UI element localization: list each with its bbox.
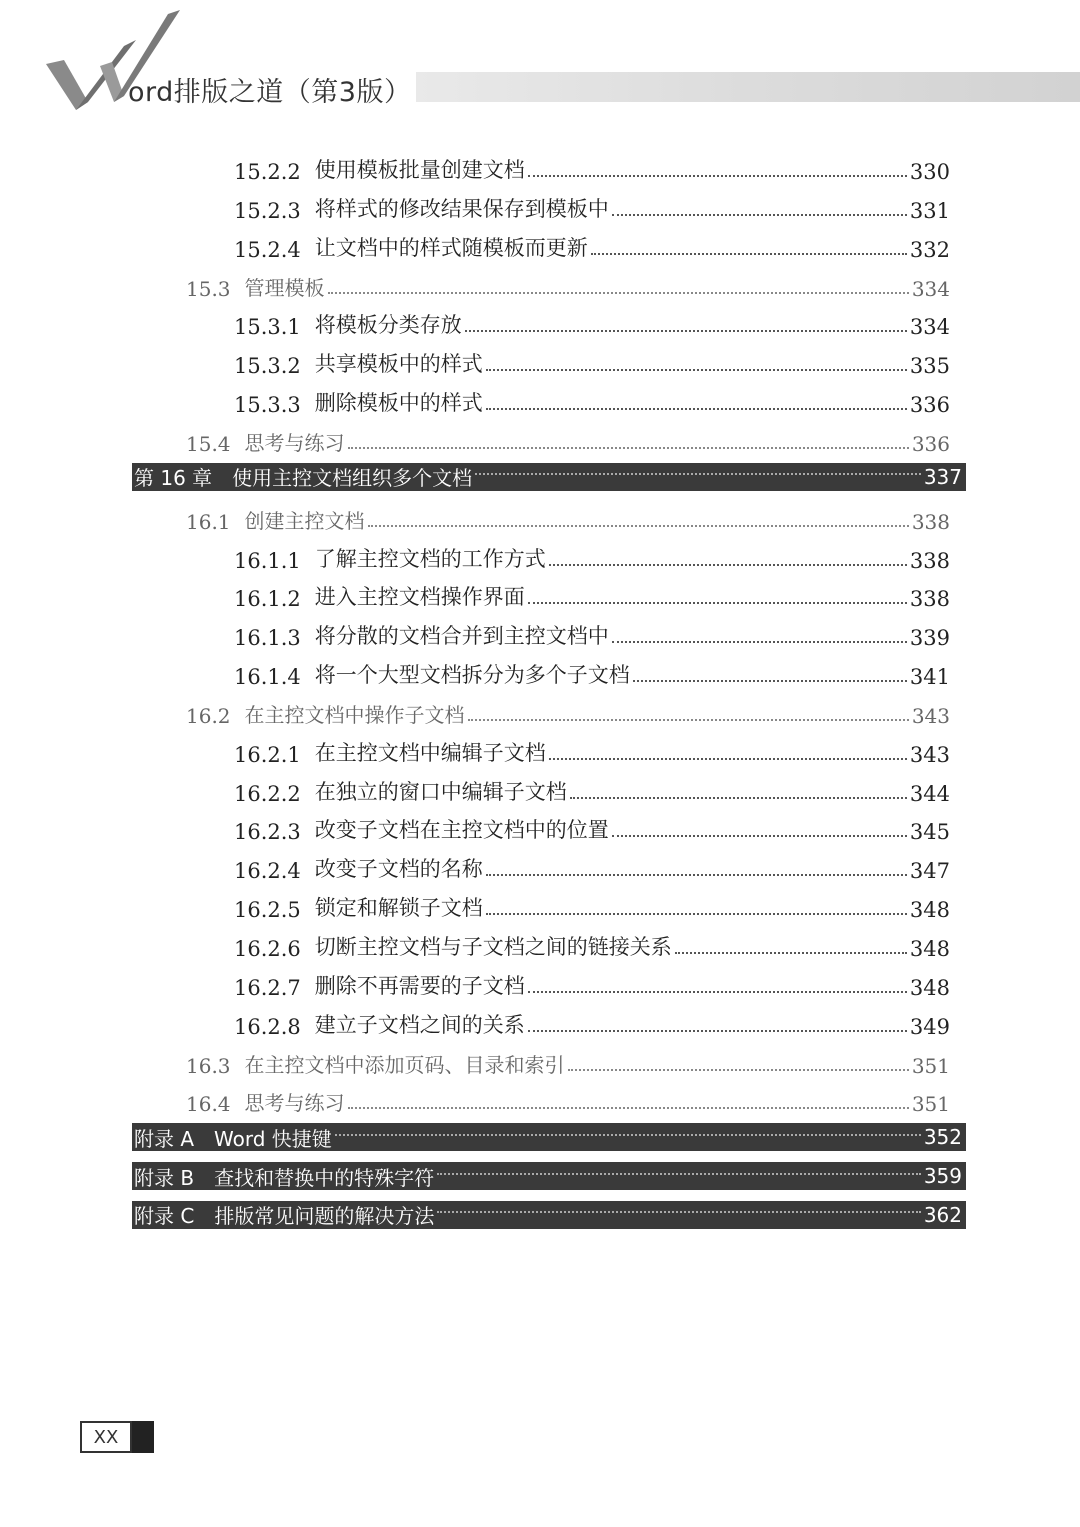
dot-leader	[475, 472, 921, 475]
toc-entry-number: 附录 C	[134, 1204, 195, 1229]
toc-entry-page: 336	[911, 431, 950, 456]
toc-entry-page: 339	[909, 626, 950, 651]
dot-leader	[348, 1106, 909, 1109]
toc-entry-title: 将样式的修改结果保存到模板中	[314, 196, 609, 221]
toc-entry-page: 341	[909, 665, 950, 690]
dot-leader	[465, 329, 907, 332]
dot-leader	[368, 524, 909, 527]
toc-entry-title: 使用模板批量创建文档	[314, 158, 525, 182]
toc-entry-page: 334	[911, 276, 950, 301]
toc-entry-section	[186, 690, 950, 728]
dot-leader	[437, 1210, 920, 1213]
toc-entry-sub	[234, 224, 950, 262]
toc-entry-title: 排版常见问题的解决方法	[214, 1204, 435, 1229]
toc-entry-page: 344	[909, 781, 950, 806]
toc-entry-number: 16.3	[186, 1053, 231, 1078]
toc-entry-number: 16.1	[186, 509, 231, 534]
toc-entry-title: 删除不再需要的子文档	[314, 973, 525, 998]
page-number: XX	[80, 1421, 132, 1453]
toc-entry-page: 331	[909, 198, 950, 223]
toc-entry-number: 16.2.2	[234, 781, 301, 806]
toc-entry-number: 15.4	[186, 431, 231, 456]
dot-leader	[468, 718, 909, 721]
toc-entry-page: 349	[909, 1014, 950, 1039]
toc-entry-page: 345	[909, 820, 950, 845]
toc-entry-title: 共享模板中的样式	[314, 352, 483, 377]
toc-entry-title: 让文档中的样式随模板而更新	[314, 235, 588, 260]
toc-entry-page: 343	[911, 703, 950, 728]
toc-entry-sub	[234, 379, 950, 417]
toc-entry-page: 348	[909, 937, 950, 961]
toc-entry-number: 16.2.1	[234, 742, 301, 767]
page-number-tab	[132, 1421, 154, 1453]
dot-leader	[528, 1029, 907, 1032]
toc-entry-title: 在主控文档中编辑子文档	[314, 740, 546, 765]
toc-entry-page: 348	[909, 975, 950, 1000]
dot-leader	[348, 446, 909, 449]
dot-leader	[549, 757, 907, 760]
toc-entry-page: 338	[909, 548, 950, 573]
dot-leader	[528, 601, 907, 604]
toc-entry-title: Word 快捷键	[214, 1126, 332, 1151]
toc-entry-section	[186, 1040, 950, 1078]
toc-entry-number: 16.2.4	[234, 859, 301, 884]
toc-entry-page: 335	[909, 354, 950, 379]
toc-entry-sub	[234, 962, 950, 1000]
toc-entry-sub	[234, 301, 950, 339]
toc-entry-number: 15.3	[186, 276, 231, 301]
toc-entry-number: 16.2.7	[234, 975, 301, 1000]
toc-entry-number: 15.2.4	[234, 237, 301, 262]
dot-leader	[486, 407, 907, 410]
toc-entry-number: 15.2.2	[234, 160, 301, 184]
dot-leader	[328, 291, 909, 294]
toc-entry-title: 将分散的文档合并到主控文档中	[314, 624, 609, 649]
toc-entry-number: 16.1.2	[234, 587, 301, 612]
toc-entry-number: 15.3.2	[234, 354, 301, 379]
toc-entry-page: 351	[911, 1092, 950, 1117]
toc-entry-sub	[234, 845, 950, 883]
toc-entry-page: 337	[923, 464, 962, 489]
toc-entry-chapter	[132, 463, 966, 491]
toc-entry-chapter	[132, 1123, 966, 1151]
toc-entry-number: 16.2.8	[234, 1014, 301, 1039]
dot-leader	[570, 796, 907, 799]
toc-entry-title: 思考与练习	[244, 430, 345, 455]
page-header	[0, 0, 1080, 130]
dot-leader	[591, 252, 907, 255]
dot-leader	[486, 368, 907, 371]
toc-entry-title: 锁定和解锁子文档	[314, 896, 483, 921]
toc-entry-page: 338	[909, 587, 950, 612]
toc-entry-section	[186, 263, 950, 301]
toc-entry-page: 347	[909, 859, 950, 884]
toc-entry-sub	[234, 340, 950, 378]
dot-leader	[675, 951, 907, 954]
toc-entry-sub	[234, 806, 950, 844]
dot-leader	[437, 1172, 921, 1175]
toc-entry-title: 进入主控文档操作界面	[314, 585, 525, 610]
toc-entry-page: 352	[923, 1125, 962, 1150]
toc-entry-page: 332	[909, 237, 950, 262]
toc-entry-title: 删除模板中的样式	[314, 391, 483, 416]
toc-entry-title: 将模板分类存放	[314, 313, 462, 338]
toc-entry-page: 362	[923, 1202, 962, 1227]
toc-entry-number: 15.3.1	[234, 315, 301, 340]
toc-entry-title: 了解主控文档的工作方式	[314, 546, 546, 571]
toc-entry-page: 330	[909, 160, 950, 184]
toc-entry-sub	[234, 729, 950, 767]
toc-entry-number: 15.3.3	[234, 393, 301, 418]
toc-entry-number: 第 16 章	[134, 466, 213, 491]
toc-entry-number: 16.2.5	[234, 898, 301, 923]
toc-entry-title: 使用主控文档组织多个文档	[232, 466, 473, 491]
toc-entry-title: 建立子文档之间的关系	[314, 1012, 525, 1037]
toc-entry-number: 15.2.3	[234, 198, 301, 223]
toc-entry-page: 338	[911, 509, 950, 534]
toc-entry-sub	[234, 612, 950, 650]
dot-leader	[528, 174, 907, 177]
toc-entry-number: 16.2.3	[234, 820, 301, 845]
toc-entry-number: 16.2	[186, 703, 231, 728]
dot-leader	[612, 213, 907, 216]
toc-entry-number: 16.1.1	[234, 548, 301, 573]
toc-entry-title: 改变子文档在主控文档中的位置	[314, 818, 609, 843]
dot-leader	[549, 563, 907, 566]
toc-entry-title: 思考与练习	[244, 1091, 345, 1116]
toc-entry-page: 348	[909, 898, 950, 923]
toc-entry-page: 334	[909, 315, 950, 340]
toc-entry-number: 16.2.6	[234, 937, 301, 961]
toc-entry-sub	[234, 651, 950, 689]
toc-entry-title: 在主控文档中添加页码、目录和索引	[244, 1052, 565, 1077]
dot-leader	[612, 640, 907, 643]
toc-entry-title: 创建主控文档	[244, 508, 365, 533]
toc-entry-title: 切断主控文档与子文档之间的链接关系	[314, 935, 672, 959]
toc-entry-number: 附录 A	[134, 1126, 195, 1151]
dot-leader	[633, 679, 907, 682]
dot-leader	[568, 1068, 909, 1071]
dot-leader	[528, 990, 907, 993]
toc-entry-sub	[234, 923, 950, 961]
dot-leader	[486, 873, 907, 876]
toc-entry-title: 将一个大型文档拆分为多个子文档	[314, 663, 630, 688]
toc-entry-number: 附录 B	[134, 1165, 195, 1190]
dot-leader	[335, 1133, 921, 1136]
toc-entry-chapter	[132, 1201, 966, 1229]
toc-entry-sub	[234, 535, 950, 573]
toc-entry-sub	[234, 1001, 950, 1039]
toc-entry-section	[186, 418, 950, 456]
toc-entry-sub	[234, 185, 950, 223]
toc-entry-sub	[234, 573, 950, 611]
dot-leader	[486, 912, 907, 915]
toc-entry-number: 16.1.4	[234, 665, 301, 690]
toc-entry-title: 查找和替换中的特殊字符	[214, 1165, 435, 1190]
toc-entry-chapter	[132, 1162, 966, 1190]
toc-entry-page: 359	[923, 1164, 962, 1189]
toc-entry-page: 343	[909, 742, 950, 767]
header-band	[416, 72, 1080, 102]
toc-entry-sub	[234, 146, 950, 184]
toc-entry-section	[186, 1078, 950, 1116]
toc-entry-title: 管理模板	[244, 275, 325, 300]
toc-entry-sub	[234, 768, 950, 806]
dot-leader	[612, 834, 907, 837]
toc-entry-title: 在独立的窗口中编辑子文档	[314, 779, 567, 804]
toc-entry-page: 351	[911, 1053, 950, 1078]
toc-entry-number: 16.4	[186, 1092, 231, 1117]
toc-entry-page: 336	[909, 393, 950, 418]
book-title: ord排版之道（第3版）	[128, 77, 412, 108]
toc-entry-section	[186, 496, 950, 534]
toc-entry-sub	[234, 884, 950, 922]
toc-entry-title: 改变子文档的名称	[314, 857, 483, 882]
toc-entry-number: 16.1.3	[234, 626, 301, 651]
toc-entry-title: 在主控文档中操作子文档	[244, 702, 465, 727]
